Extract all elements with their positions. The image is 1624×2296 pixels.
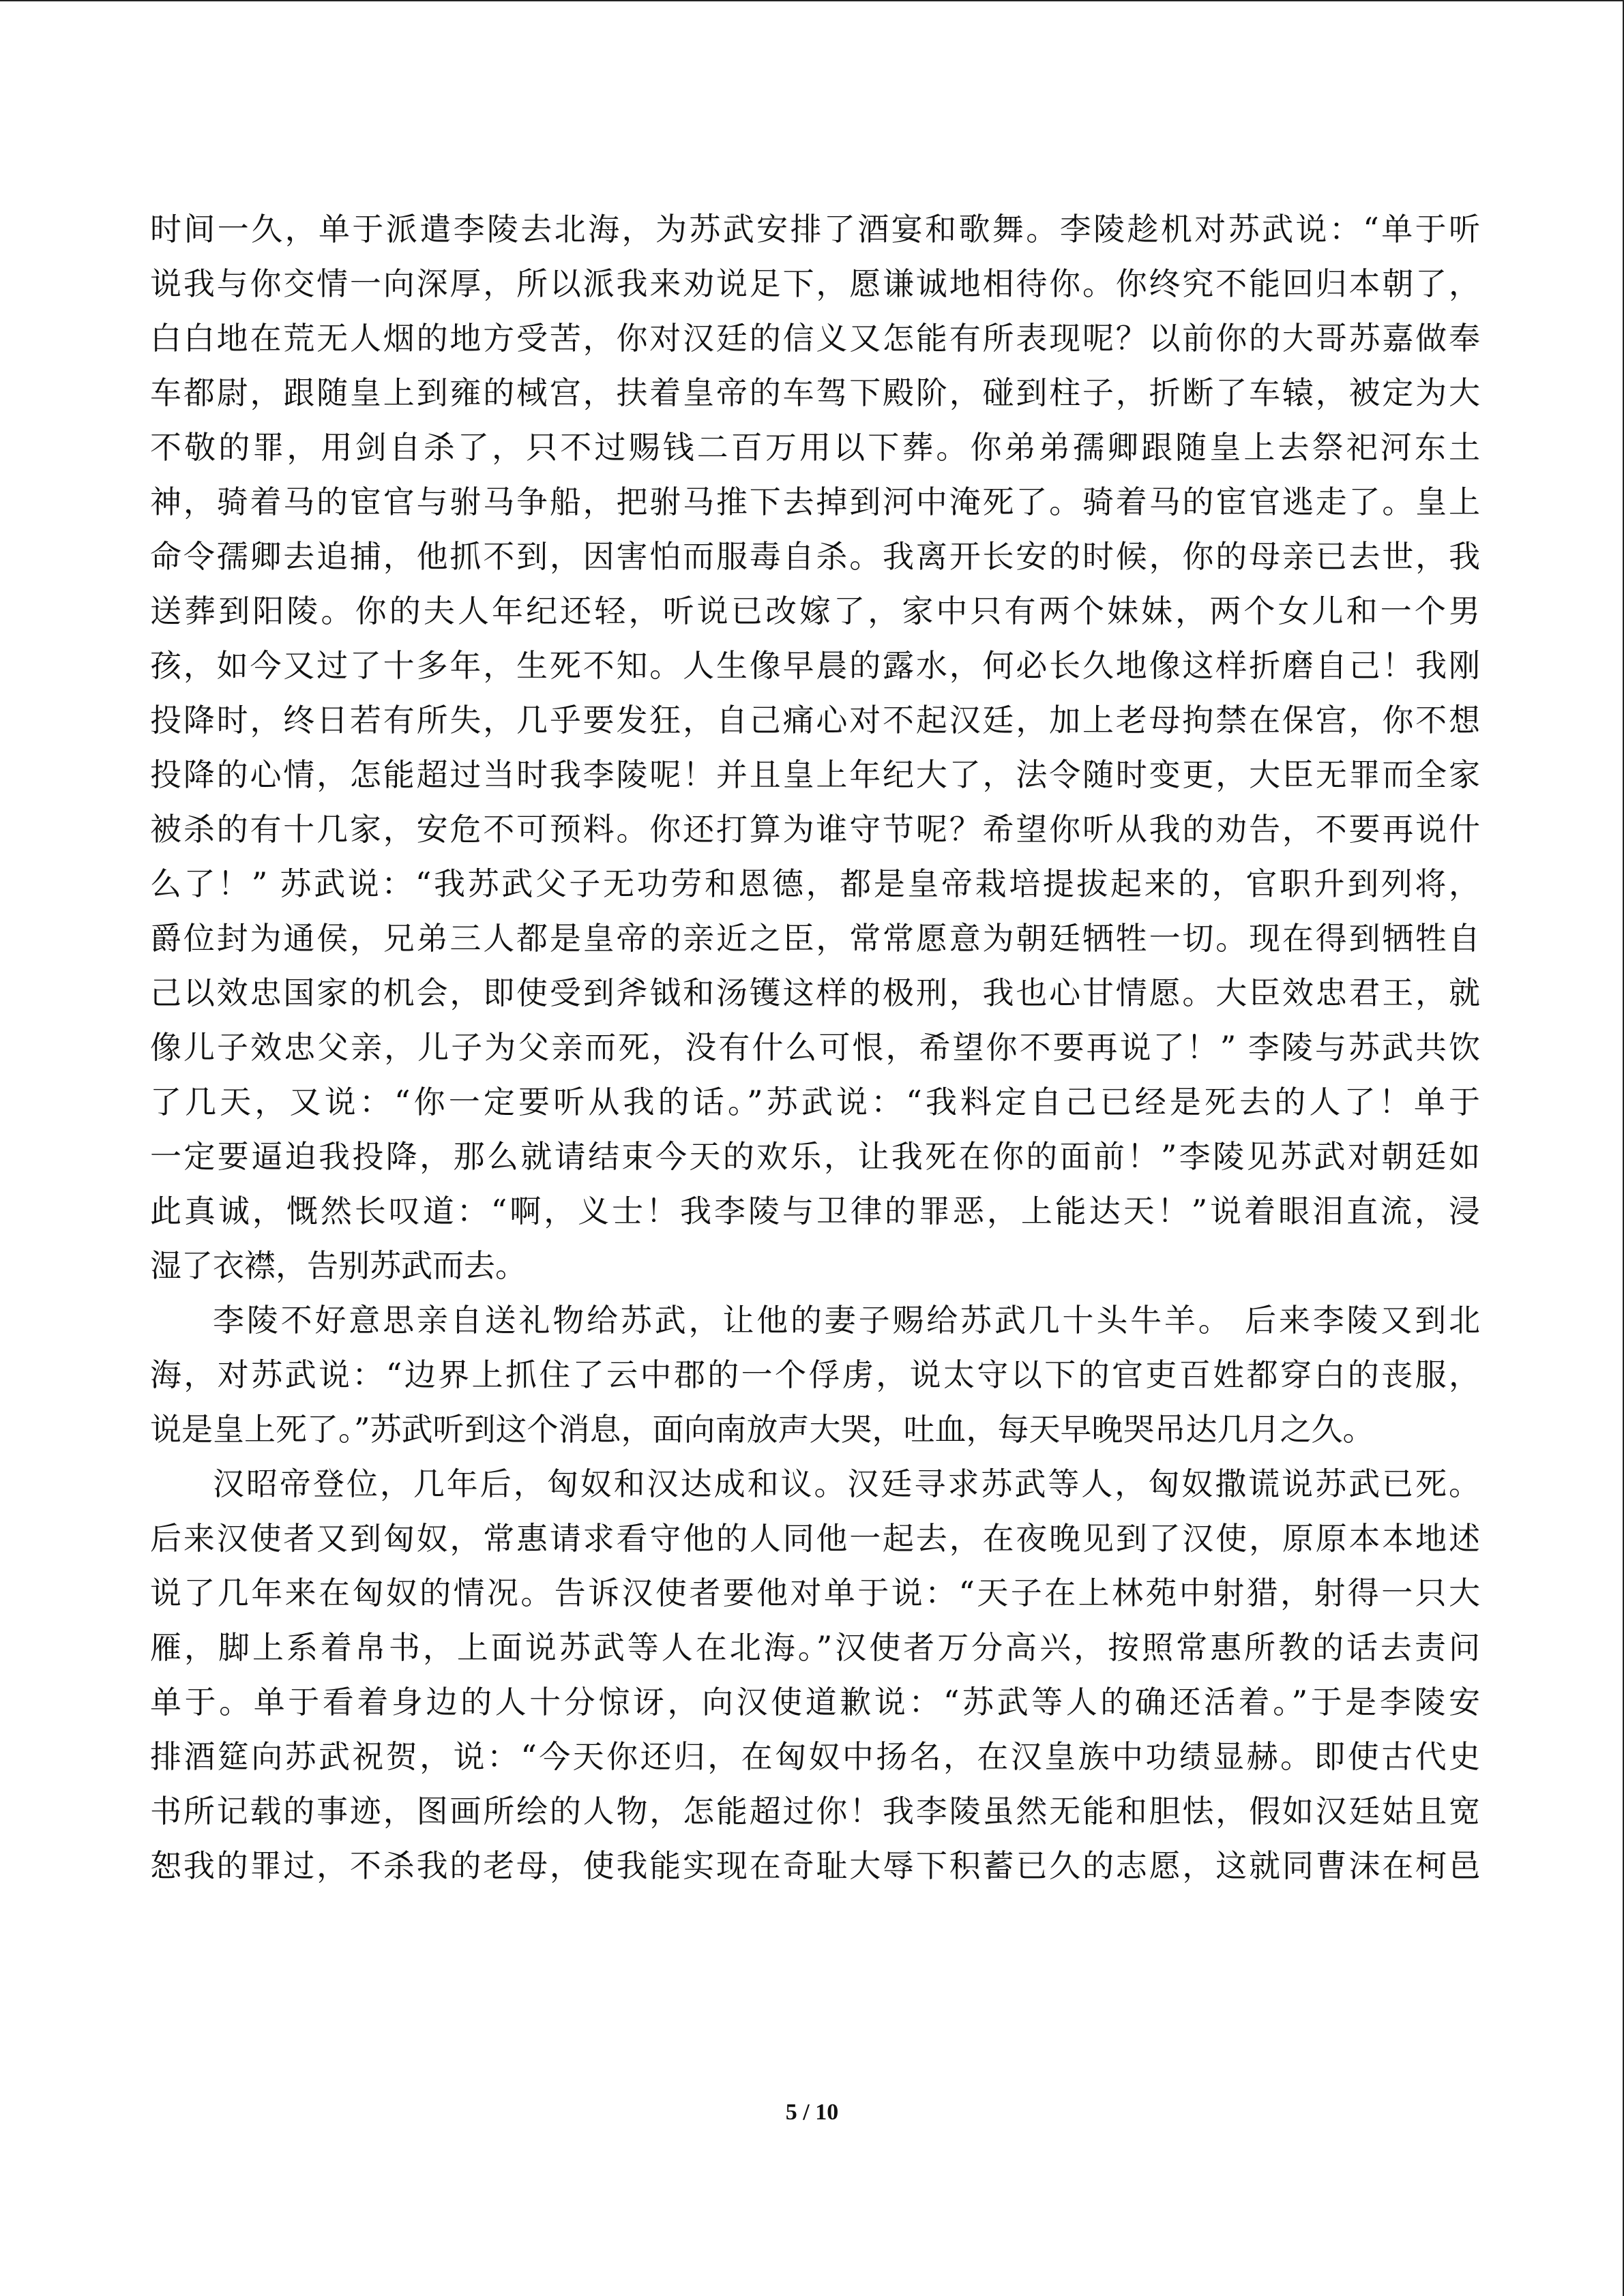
- text-line: 投降时，终日若有所失，几乎要发狂，自己痛心对不起汉廷，加上老母拘禁在保宫，你不想: [150, 702, 1480, 739]
- text-line: 说了几年来在匈奴的情况。告诉汉使者要他对单于说：“天子在上林苑中射猎，射得一只大: [150, 1575, 1480, 1611]
- text-line: 雁，脚上系着帛书，上面说苏武等人在北海。”汉使者万分高兴，按照常惠所教的话去责问: [150, 1629, 1480, 1666]
- text-line: 湿了衣襟，告别苏武而去。: [150, 1247, 527, 1284]
- text-line: 车都尉，跟随皇上到雍的棫宫，扶着皇帝的车驾下殿阶，碰到柱子，折断了车辕，被定为大: [150, 374, 1480, 411]
- text-line: 时间一久，单于派遣李陵去北海，为苏武安排了酒宴和歌舞。李陵趁机对苏武说：“单于听: [150, 211, 1480, 248]
- text-line: 不敬的罪，用剑自杀了，只不过赐钱二百万用以下葬。你弟弟孺卿跟随皇上去祭祀河东土: [150, 429, 1480, 466]
- text-line: 投降的心情，怎能超过当时我李陵呢！并且皇上年纪大了，法令随时变更，大臣无罪而全家: [150, 756, 1480, 793]
- text-line: 说我与你交情一向深厚，所以派我来劝说足下，愿谦诚地相待你。你终究不能回归本朝了，: [150, 265, 1480, 302]
- text-line: 汉昭帝登位，几年后，匈奴和汉达成和议。汉廷寻求苏武等人，匈奴撒谎说苏武已死。: [213, 1465, 1480, 1502]
- text-line: 送葬到阳陵。你的夫人年纪还轻，听说已改嫁了，家中只有两个妹妹，两个女儿和一个男: [150, 593, 1480, 629]
- text-line: 说是皇上死了。”苏武听到这个消息，面向南放声大哭，吐血，每天早晚哭吊达几月之久。: [150, 1411, 1374, 1448]
- text-line: 李陵不好意思亲自送礼物给苏武，让他的妻子赐给苏武几十头牛羊。 后来李陵又到北: [213, 1302, 1480, 1339]
- text-line: 白白地在荒无人烟的地方受苦，你对汉廷的信义又怎能有所表现呢？以前你的大哥苏嘉做奉: [150, 320, 1480, 357]
- text-line: 此真诚，慨然长叹道：“啊，义士！我李陵与卫律的罪恶，上能达天！”说着眼泪直流，浸: [150, 1193, 1480, 1229]
- text-line: 像儿子效忠父亲，儿子为父亲而死，没有什么可恨，希望你不要再说了！” 李陵与苏武共饮: [150, 1029, 1480, 1066]
- text-line: 书所记载的事迹，图画所绘的人物，怎能超过你！我李陵虽然无能和胆怯，假如汉廷姑且宽: [150, 1793, 1480, 1830]
- text-line: 后来汉使者又到匈奴，常惠请求看守他的人同他一起去，在夜晚见到了汉使，原原本本地述: [150, 1520, 1480, 1557]
- text-line: 海，对苏武说：“边界上抓住了云中郡的一个俘虏，说太守以下的官吏百姓都穿白的丧服，: [150, 1356, 1480, 1393]
- page-number: 5 / 10: [785, 2100, 839, 2125]
- text-line: 命令孺卿去追捕，他抓不到，因害怕而服毒自杀。我离开长安的时候，你的母亲已去世，我: [150, 538, 1480, 575]
- text-line: 己以效忠国家的机会，即使受到斧钺和汤镬这样的极刑，我也心甘情愿。大臣效忠君王，就: [150, 974, 1480, 1011]
- text-line: 孩，如今又过了十多年，生死不知。人生像早晨的露水，何必长久地像这样折磨自己！我刚: [150, 647, 1480, 684]
- text-line: 一定要逼迫我投降，那么就请结束今天的欢乐，让我死在你的面前！”李陵见苏武对朝廷如: [150, 1138, 1480, 1175]
- text-line: 了几天，又说：“你一定要听从我的话。”苏武说：“我料定自己已经是死去的人了！单于: [150, 1084, 1480, 1120]
- text-line: 排酒筵向苏武祝贺，说：“今天你还归，在匈奴中扬名，在汉皇族中功绩显赫。即使古代史: [150, 1738, 1480, 1775]
- text-line: 神，骑着马的宦官与驸马争船，把驸马推下去掉到河中淹死了。骑着马的宦官逃走了。皇上: [150, 483, 1480, 520]
- text-line: 被杀的有十几家，安危不可预料。你还打算为谁守节呢？希望你听从我的劝告，不要再说什: [150, 811, 1480, 848]
- text-line: 恕我的罪过，不杀我的老母，使我能实现在奇耻大辱下积蓄已久的志愿，这就同曹沫在柯邑: [150, 1847, 1480, 1884]
- text-line: 爵位封为通侯，兄弟三人都是皇帝的亲近之臣，常常愿意为朝廷牺牲一切。现在得到牺牲自: [150, 920, 1480, 957]
- text-line: 么了！” 苏武说：“我苏武父子无功劳和恩德，都是皇帝栽培提拔起来的，官职升到列将，: [150, 865, 1480, 902]
- text-line: 单于。单于看着身边的人十分惊讶，向汉使道歉说：“苏武等人的确还活着。”于是李陵安: [150, 1684, 1480, 1720]
- document-body: [150, 202, 1480, 1893]
